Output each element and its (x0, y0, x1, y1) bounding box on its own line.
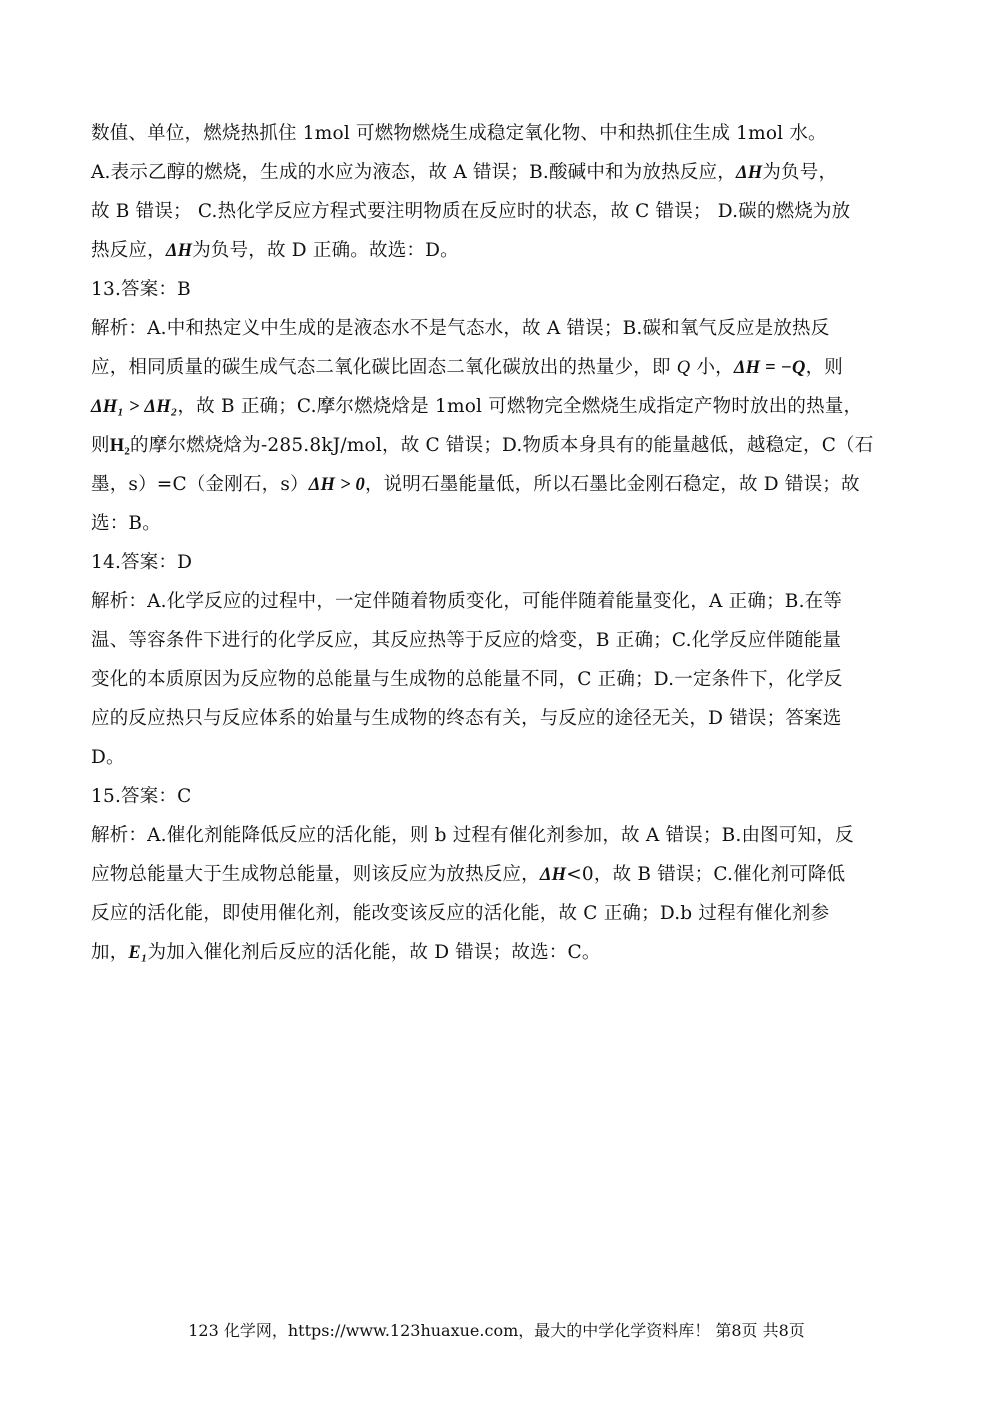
answer-text-body (91, 114, 906, 972)
answer-heading: 14.答案：D (91, 552, 193, 573)
math-formula: ΔH > 0 (308, 475, 365, 495)
text-line: A.表示乙醇的燃烧，生成的水应为液态，故 A 错误；B.酸碱中和为放热反应，ΔH为负号， (91, 162, 838, 183)
math-formula: ΔH (735, 163, 763, 183)
text-line: 数值、单位，燃烧热抓住 1mol 可燃物燃烧生成稳定氧化物、中和热抓住生成 1mol 水。 (91, 123, 827, 144)
text-line: 变化的本质原因为反应物的总能量与生成物的总能量不同，C 正确；D.一定条件下，化学反 (91, 669, 843, 690)
text-line: 故 B 错误； C.热化学反应方程式要注明物质在反应时的状态，故 C 错误； D.碳的燃烧为放 (91, 201, 851, 222)
text-line: 墨，s）=C（金刚石，s）ΔH > 0，说明石墨能量低，所以石墨比金刚石稳定，故 D 错误；故 (91, 474, 860, 495)
text-line: 解析：A.中和热定义中生成的是液态水不是气态水，故 A 错误；B.碳和氧气反应是放热反 (91, 318, 830, 339)
text-line: 加，E₁为加入催化剂后反应的活化能，故 D 错误；故选：C。 (91, 942, 601, 963)
text-line: 应物总能量大于生成物总能量，则该反应为放热反应，ΔH<0，故 B 错误；C.催化剂可降低 (91, 864, 846, 885)
text-line: 温、等容条件下进行的化学反应，其反应热等于反应的焓变，B 正确；C.化学反应伴随能量 (91, 630, 842, 651)
math-formula: ΔH₁ > ΔH₂ (91, 397, 178, 417)
math-formula: H₂ (109, 436, 131, 456)
text-line: 解析：A.化学反应的过程中，一定伴随着物质变化，可能伴随着能量变化，A 正确；B.在等 (91, 591, 843, 612)
page-footer: 123 化学网，https://www.123huaxue.com，最大的中学化学资料库！ 第8页 共8页 (188, 1321, 805, 1340)
text-line: D。 (91, 747, 125, 768)
text-line: 解析：A.催化剂能降低反应的活化能，则 b 过程有催化剂参加，故 A 错误；B.由图可知，反 (91, 825, 854, 846)
text-line: 则H₂的摩尔燃烧焓为-285.8kJ/mol，故 C 错误；D.物质本身具有的能量越低，越稳定，C（石 (91, 435, 874, 456)
text-line: 反应的活化能，即使用催化剂，能改变该反应的活化能，故 C 正确；D.b 过程有催化剂参 (91, 903, 830, 924)
math-variable: Q (676, 358, 691, 378)
text-line: 应的反应热只与反应体系的始量与生成物的终态有关，与反应的途径无关，D 错误；答案选 (91, 708, 842, 729)
math-formula: ΔH (539, 865, 567, 885)
math-formula: ΔH = −Q (733, 358, 806, 378)
math-formula: E₁ (128, 943, 148, 963)
text-line: 热反应，ΔH为负号，故 D 正确。故选：D。 (91, 240, 459, 261)
math-formula: ΔH (165, 241, 193, 261)
text-line: ΔH₁ > ΔH₂，故 B 正确；C.摩尔燃烧焓是 1mol 可燃物完全燃烧生成指定产物时放出的热量， (91, 396, 863, 417)
text-line: 选：B。 (91, 513, 161, 534)
answer-heading: 15.答案：C (91, 786, 192, 807)
text-line: 应，相同质量的碳生成气态二氧化碳比固态二氧化碳放出的热量少，即 Q 小，ΔH = −Q，则 (91, 357, 844, 378)
answer-heading: 13.答案：B (91, 279, 191, 300)
